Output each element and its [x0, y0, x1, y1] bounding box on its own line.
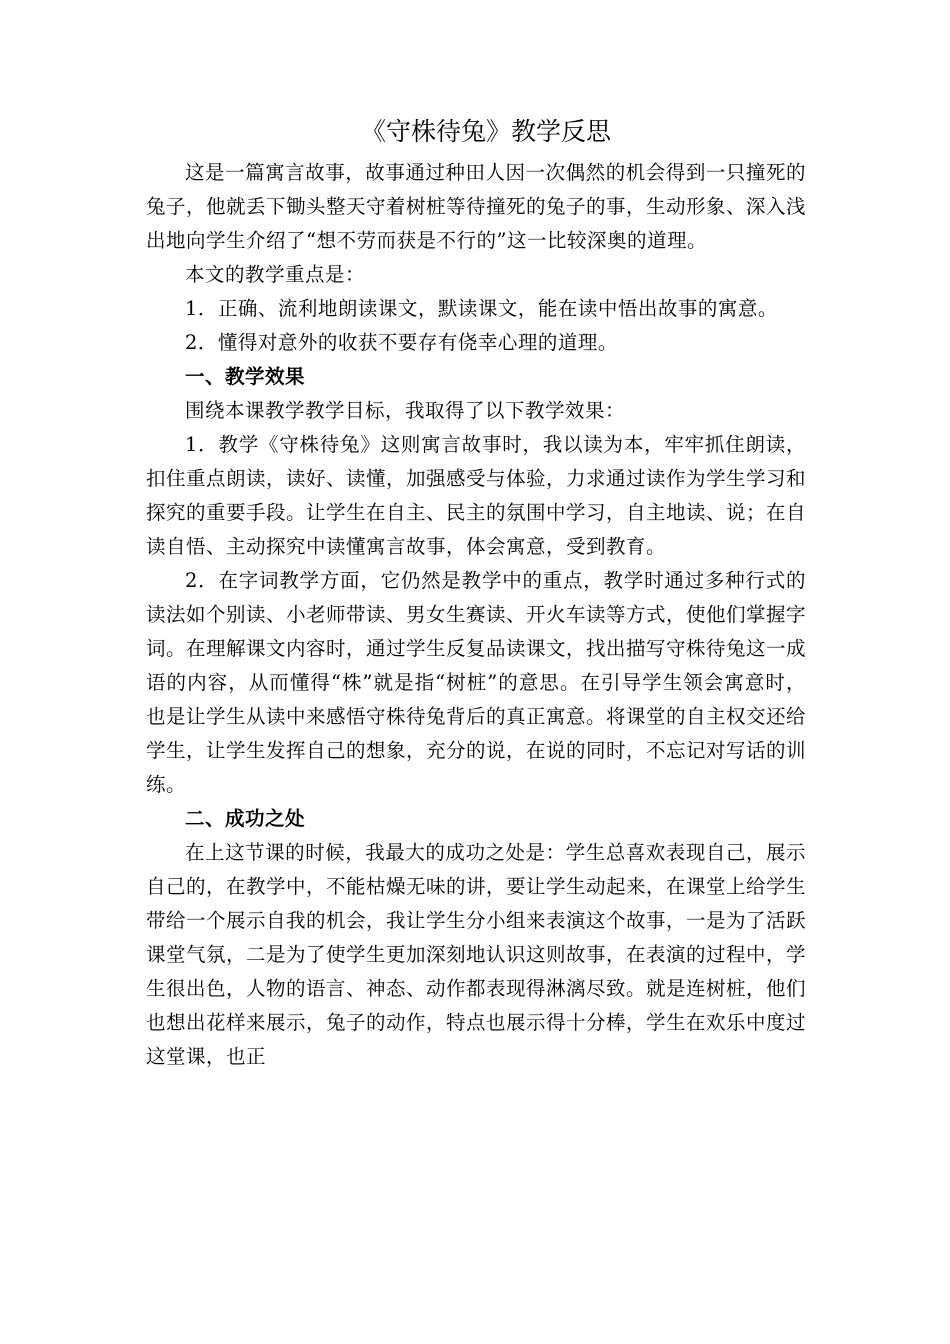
paragraph-focus-item-2: 2．懂得对意外的收获不要存有侥幸心理的道理。 — [185, 331, 618, 354]
document-title: 《守株待兔》教学反思 — [360, 117, 611, 146]
paragraph-effects-intro: 围绕本课教学教学目标，我取得了以下教学效果： — [185, 399, 626, 422]
paragraph-focus-label: 本文的教学重点是： — [185, 263, 366, 286]
paragraph-effects-item-2: 2．在字词教学方面，它仍然是教学中的重点，教学时通过多种行式的读法如个别读、小老师带读、男女生赛读、开火车读等方式，使他们掌握字词。在理解课文内容时，通过学生反复品读课文，找出描写守株待兔这一成语的内容，从而懂得“株”就是指“树桩”的意思。在引导学生领会寓意时，也是让学生从读中来感悟守株待兔背后的真正寓意。将课堂的自主权交还给学生，让学生发挥自己的想象，充分的说，在说的同时，不忘记对写话的训练。 — [146, 569, 807, 796]
paragraph-success: 在上这节课的时候，我最大的成功之处是：学生总喜欢表现自己，展示自己的，在教学中，不能枯燥无味的讲，要让学生动起来，在课堂上给学生带给一个展示自我的机会，我让学生分小组来表演这个故事，一是为了活跃课堂气氛，二是为了使学生更加深刻地认识这则故事，在表演的过程中，学生很出色，人物的语言、神态、动作都表现得淋漓尽致。就是连树桩，他们也想出花样来展示，兔子的动作，特点也展示得十分棒，学生在欢乐中度过这堂课，也正 — [146, 841, 807, 1068]
section-heading-effects: 一、教学效果 — [185, 365, 306, 388]
paragraph-effects-item-1: 1．教学《守株待兔》这则寓言故事时，我以读为本，牢牢抓住朗读，扣住重点朗读，读好、读懂，加强感受与体验，力求通过读作为学生学习和探究的重要手段。让学生在自主、民主的氛围中学习，自主地读、说；在自读自悟、主动探究中读懂寓言故事，体会寓意，受到教育。 — [146, 433, 807, 558]
section-heading-success: 二、成功之处 — [185, 807, 306, 830]
paragraph-intro: 这是一篇寓言故事，故事通过种田人因一次偶然的机会得到一只撞死的兔子，他就丢下锄头整天守着树桩等待撞死的兔子的事，生动形象、深入浅出地向学生介绍了“想不劳而获是不行的”这一比较深奥的道理。 — [146, 161, 807, 252]
paragraph-focus-item-1: 1．正确、流利地朗读课文，默读课文，能在读中悟出故事的寓意。 — [185, 297, 778, 320]
document-page — [146, 112, 806, 1074]
